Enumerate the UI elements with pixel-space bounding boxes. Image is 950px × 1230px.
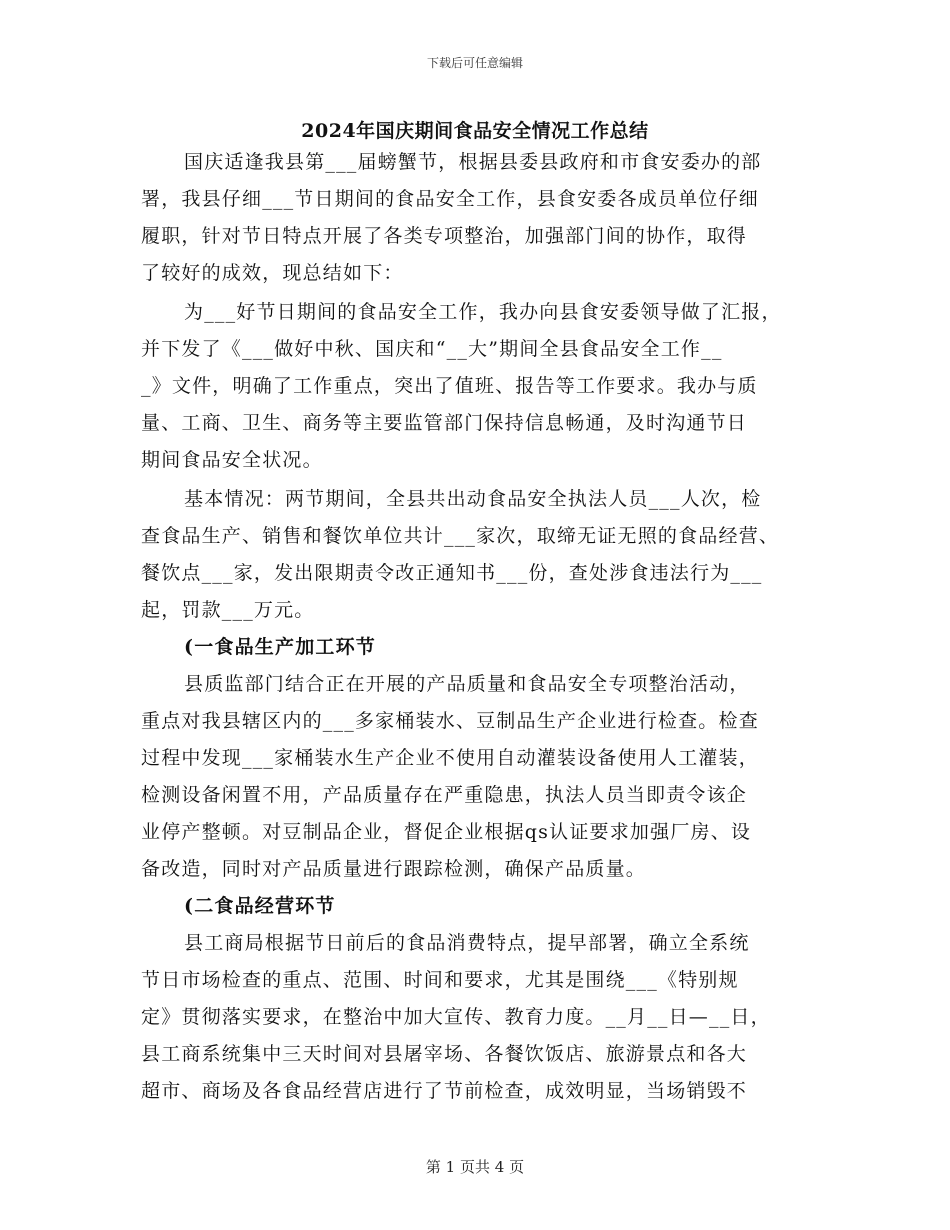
paragraph-line: 履职，针对节日特点开展了各类专项整治，加强部门间的协作，取得 <box>141 225 748 247</box>
paragraph-line: 并下发了《___做好中秋、国庆和“__大”期间全县食品安全工作__ <box>141 338 723 360</box>
paragraph-line: 节日市场检查的重点、范围、时间和要求，尤其是围绕___《特别规 <box>141 969 739 991</box>
section-heading-business: (二食品经营环节 <box>184 895 336 917</box>
paragraph-line: 县工商局根据节日前后的食品消费特点，提早部署，确立全系统 <box>184 932 750 954</box>
document-title: 2024年国庆期间食品安全情况工作总结 <box>301 120 649 142</box>
paragraph-line: 县工商系统集中三天时间对县屠宰场、各餐饮饭店、旅游景点和各大 <box>141 1043 748 1065</box>
paragraph-line: 为___好节日期间的食品安全工作，我办向县食安委领导做了汇报， <box>184 301 782 323</box>
paragraph-line: 国庆适逢我县第___届螃蟹节，根据县委县政府和市食安委办的部 <box>184 151 762 173</box>
paragraph-line: 定》贯彻落实要求，在整治中加大宣传、教育力度。__月__日—__日， <box>141 1006 771 1028</box>
paragraph-line: 起，罚款___万元。 <box>141 599 315 621</box>
paragraph-line: 重点对我县辖区内的___多家桶装水、豆制品生产企业进行检查。检查 <box>141 710 759 732</box>
paragraph-line: 餐饮点___家，发出限期责令改正通知书___份，查处涉食违法行为___ <box>141 562 763 584</box>
paragraph-line: 业停产整顿。对豆制品企业，督促企业根据qs认证要求加强厂房、设 <box>141 821 752 843</box>
paragraph-line: 查食品生产、销售和餐饮单位共计___家次，取缔无证无照的食品经营、 <box>141 525 780 547</box>
paragraph-line: 检测设备闲置不用，产品质量存在严重隐患，执法人员当即责令该企 <box>141 784 748 806</box>
paragraph-line: 县质监部门结合正在开展的产品质量和食品安全专项整治活动， <box>184 673 750 695</box>
paragraph-line: 备改造，同时对产品质量进行跟踪检测，确保产品质量。 <box>141 858 647 880</box>
section-heading-production: (一食品生产加工环节 <box>184 636 376 658</box>
paragraph-line: _》文件，明确了工作重点，突出了值班、报告等工作要求。我办与质 <box>141 375 758 397</box>
paragraph-line: 署，我县仔细___节日期间的食品安全工作，县食安委各成员单位仔细 <box>141 188 759 210</box>
paragraph-line: 了较好的成效，现总结如下： <box>141 262 404 284</box>
header-note: 下载后可任意编辑 <box>426 56 523 70</box>
paragraph-line: 过程中发现___家桶装水生产企业不使用自动灌装设备使用人工灌装， <box>141 747 759 769</box>
paragraph-line: 量、工商、卫生、商务等主要监管部门保持信息畅通，及时沟通节日 <box>141 412 748 434</box>
paragraph-line: 超市、商场及各食品经营店进行了节前检查，成效明显，当场销毁不 <box>141 1080 748 1102</box>
paragraph-line: 基本情况：两节期间，全县共出动食品安全执法人员___人次，检 <box>184 488 762 510</box>
page-footer: 第 1 页共 4 页 <box>425 1158 525 1176</box>
paragraph-line: 期间食品安全状况。 <box>141 449 323 471</box>
